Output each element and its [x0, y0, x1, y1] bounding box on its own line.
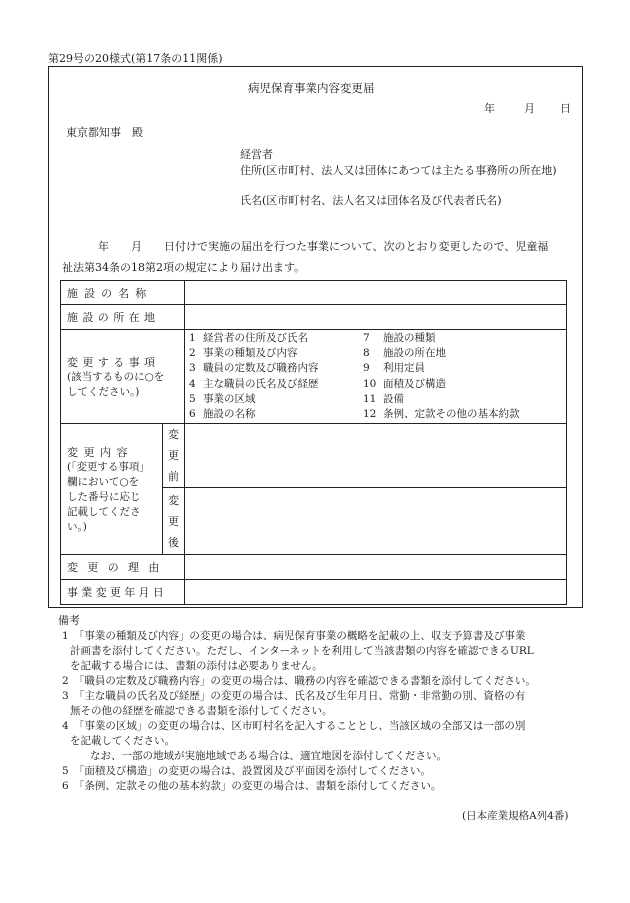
- date-year-label[interactable]: 年: [484, 102, 495, 115]
- note-line: 3 「主な職員の氏名及び経歴」の変更の場合は、氏名及び生年月日、常勤・非常勤の別、資格の有: [62, 690, 526, 702]
- addressee: 東京都知事 殿: [66, 126, 143, 139]
- change-item[interactable]: 事業の区域: [203, 392, 256, 405]
- form-number: 第29号の20様式(第17条の11関係): [48, 52, 223, 65]
- note-line: 5 「面積及び構造」の変更の場合は、設置図及び平面図を添付してください。: [62, 765, 431, 777]
- note-line: 4 「事業の区域」の変更の場合は、区市町村名を記入することとし、当該区域の全部又は一部の別: [62, 720, 526, 732]
- note-line: を記載する場合には、書類の添付は必要ありません。: [70, 660, 323, 672]
- change-item[interactable]: 面積及び構造: [383, 377, 446, 390]
- note-line: 1 「事業の種類及び内容」の変更の場合は、病児保育事業の概略を記載の上、収支予算書及び事業: [62, 630, 526, 642]
- change-date-label: 事業変更年月日: [61, 580, 185, 605]
- note-line: 無その他の経歴を確認できる書類を添付してください。: [70, 705, 333, 717]
- change-reason-field[interactable]: [185, 555, 567, 580]
- change-item[interactable]: 主な職員の氏名及び経歴: [203, 377, 319, 390]
- change-date-field[interactable]: [185, 580, 567, 605]
- change-content-label: 変更内容 (「変更する事項」 欄において○を した番号に応じ 記載してくださ い。): [61, 424, 163, 555]
- body-text-line-2: 祉法第34条の18第2項の規定により届け出ます。: [62, 261, 306, 274]
- facility-location-field[interactable]: [185, 305, 567, 330]
- change-form-table: [60, 280, 567, 605]
- before-change-label: 変 更 前: [163, 424, 185, 488]
- change-item[interactable]: 条例、定款その他の基本約款: [383, 408, 520, 421]
- operator-label: 経営者: [240, 148, 273, 161]
- date-day-label[interactable]: 日: [560, 102, 571, 115]
- change-reason-label: 変更の理由: [61, 555, 185, 580]
- jis-paper-size-note: (日本産業規格A列4番): [462, 810, 569, 822]
- note-line: を記載してください。: [70, 735, 175, 747]
- after-change-label: 変 更 後: [163, 488, 185, 555]
- note-line: なお、一部の地域が実施地域である場合は、適宜地図を添付してください。: [90, 750, 447, 762]
- facility-location-label: 施設の所在地: [61, 305, 185, 330]
- change-item[interactable]: 経営者の住所及び氏名: [203, 331, 308, 344]
- date-month-label[interactable]: 月: [524, 102, 535, 115]
- note-line: 6 「条例、定款その他の基本約款」の変更の場合は、書類を添付してください。: [62, 780, 442, 792]
- change-item[interactable]: 設備: [383, 392, 404, 405]
- change-items-label: 変更する事項 (該当するものに○を してください。): [61, 330, 185, 424]
- change-item[interactable]: 職員の定数及び職務内容: [203, 362, 319, 375]
- operator-address-label: 住所(区市町村、法人又は団体にあつては主たる事務所の所在地): [240, 164, 557, 177]
- date-line: [484, 100, 571, 116]
- facility-name-label: 施設の名称: [61, 281, 185, 305]
- change-items-list: 1 経営者の住所及び氏名 7 施設の種類 2 事業の種類及び内容 8 施設の所在地 3 職員の定数及び職務内容 9 利用定員 4 主な職員の氏名及び経歴 10 面積及び構造 5 事業の区域 11 設備 6 施設の名称 12 条例、定款その他の基本約款: [185, 330, 567, 424]
- after-change-field[interactable]: [185, 488, 567, 555]
- change-item[interactable]: 施設の種類: [383, 331, 436, 344]
- change-item[interactable]: 施設の名称: [203, 408, 256, 421]
- facility-name-field[interactable]: [185, 281, 567, 305]
- body-text-line-1: 年 月 日付けで実施の届出を行つた事業について、次のとおり変更したので、児童福: [98, 240, 549, 253]
- document-title: 病児保育事業内容変更届: [248, 81, 375, 95]
- notes-heading: 備考: [58, 614, 80, 627]
- note-line: 2 「職員の定数及び職務内容」の変更の場合は、職務の内容を確認できる書類を添付してください。: [62, 675, 536, 687]
- operator-name-label: 氏名(区市町村名、法人名又は団体名及び代表者氏名): [240, 194, 502, 207]
- before-change-field[interactable]: [185, 424, 567, 488]
- change-item[interactable]: 施設の所在地: [383, 346, 446, 359]
- note-line: 計画書を添付してください。ただし、インターネットを利用して当該書類の内容を確認できるURL: [70, 645, 534, 657]
- change-item[interactable]: 利用定員: [383, 362, 425, 375]
- change-item[interactable]: 事業の種類及び内容: [203, 346, 298, 359]
